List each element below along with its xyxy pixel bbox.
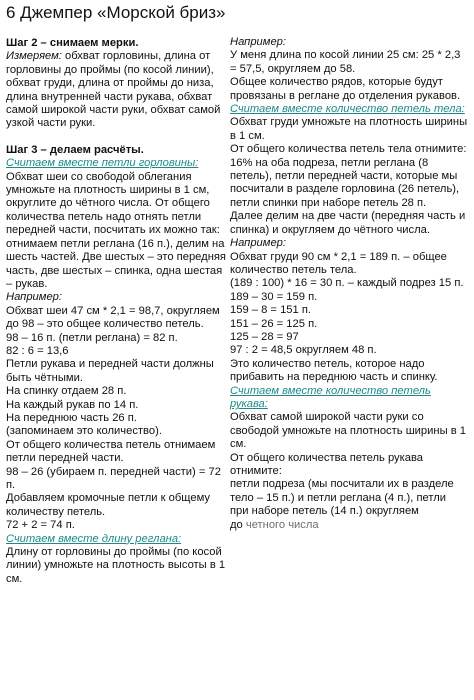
example-label: Например: — [6, 291, 62, 304]
raglan-heading: Считаем вместе длину реглана: — [6, 532, 182, 545]
calc-line-10: 97 : 2 = 48,5 округляем 48 п. — [230, 344, 377, 357]
calc-line-9: 125 – 28 = 97 — [230, 330, 299, 343]
calc-line-6: 189 – 30 = 159 п. — [230, 290, 318, 303]
body-heading: Считаем вместе количество петель тела: — [230, 103, 465, 116]
sleeve-heading: Считаем вместе количество петель рукава: — [230, 384, 431, 410]
step2-heading: Шаг 2 – снимаем мерки. — [6, 37, 139, 49]
subtract-text: От общего количества петель отнимаем петли передней части. — [6, 438, 216, 465]
body-text-2: От общего количества петель тела отнимите: — [230, 143, 467, 156]
sleeve-text: Обхват самой широкой части руки со свободой умножьте на плотность ширины в 1 см. — [230, 411, 466, 451]
calc-line-3: 98 – 26 (убираем п. передней части) = 72 п. — [6, 465, 221, 491]
measure-paragraph — [6, 50, 228, 130]
line-sleeve: На каждый рукав по 14 п. — [6, 398, 139, 411]
rows-text: Общее количество рядов, которые будут провязаны в реглане до отделения рукавов. — [230, 76, 461, 102]
sleeve-list: петли подреза (мы посчитали их в разделе тело – 15 п.) и петли реглана (4 п.), петли — [230, 478, 454, 504]
calc-line-7: 159 – 8 = 151 п. — [230, 304, 312, 317]
sleeve-front-text: Петли рукава и передней части должны быть чётными. — [6, 358, 214, 384]
line-remember: (запоминаем это количество). — [6, 425, 162, 438]
calc-line-4: 72 + 2 = 74 п. — [6, 519, 75, 532]
measure-label: Измеряем: — [6, 50, 62, 63]
example-text-2: Обхват груди 90 см * 2,1 = 189 п. – общее количество петель тела. — [230, 250, 447, 276]
line-front: На переднюю часть 26 п. — [6, 411, 137, 424]
sleeve-text-2: От общего количества петель рукава отнимите: — [230, 451, 424, 477]
line-back: На спинку отдаем 28 п. — [6, 385, 127, 398]
calc-line-2: 82 : 6 = 13,6 — [6, 344, 69, 357]
body-text-3: Далее делим на две части (передняя часть и спинка) и округляем до чётного числа. — [230, 210, 466, 236]
calc-line-5: (189 : 100) * 16 = 30 п. – каждый подрез 15 п. — [230, 277, 464, 290]
left-column — [6, 37, 228, 586]
calc-line-8: 151 – 26 = 125 п. — [230, 317, 318, 330]
edge-text: Добавляем кромочные петли к общему количеству петель. — [6, 492, 210, 518]
add-front-text: Это количество петель, которое надо прибавить на переднюю часть и спинку. — [230, 357, 438, 384]
right-column — [230, 36, 468, 532]
watermark: четного числа — [245, 518, 319, 531]
body-list: 16% на оба подреза, петли реглана (8 петель), петли передней части, которые мы посчитали в разделе горловина (26 петель), петли спинки при наборе петель 28 п. — [230, 156, 460, 209]
measure-text: обхват горловины, длина от горловины до проймы (по косой линии), обхват груди, длина от проймы до низа, длина внутренней части рукава, обхват самой широкой части руки, обхват самой узкой части руки. — [6, 50, 221, 130]
example-text: У меня длина по косой линии 25 см: 25 * 2,3 = 57,5, округляем до 58. — [230, 49, 461, 75]
sleeve-last-line: при наборе петель (14 п.) округляем — [230, 505, 419, 518]
watermark-line — [230, 519, 468, 532]
example-label-2: Например: — [230, 237, 286, 250]
neck-text: Обхват шеи со свободой облегания умножьте на плотность ширины в 1 см, округлите до чётного числа. От общего количества петель надо отнять петли передней части, посчитать их можно так: отнимаем петли реглана (16 п.), делим на шесть частей. Две шестых – это передняя часть, две шестых – спинка, одна шестая – рукав. — [6, 170, 226, 290]
step3-heading: Шаг 3 – делаем расчёты. — [6, 143, 144, 156]
raglan-text: Длину от горловины до проймы (по косой линии) умножьте на плотность высоты в 1 см. — [6, 546, 226, 585]
calc-line-1: 98 – 16 п. (петли реглана) = 82 п. — [6, 331, 178, 344]
neck-heading: Считаем вместе петли горловины: — [6, 157, 199, 170]
body-text-1: Обхват груди умножьте на плотность ширины в 1 см. — [230, 116, 468, 142]
example-label: Например: — [230, 36, 286, 48]
example-text: Обхват шеи 47 см * 2,1 = 98,7, округляем до 98 – это общее количество петель. — [6, 304, 220, 331]
sleeve-last-word: до — [230, 518, 243, 531]
page-title: 6 Джемпер «Морской бриз» — [6, 3, 226, 22]
